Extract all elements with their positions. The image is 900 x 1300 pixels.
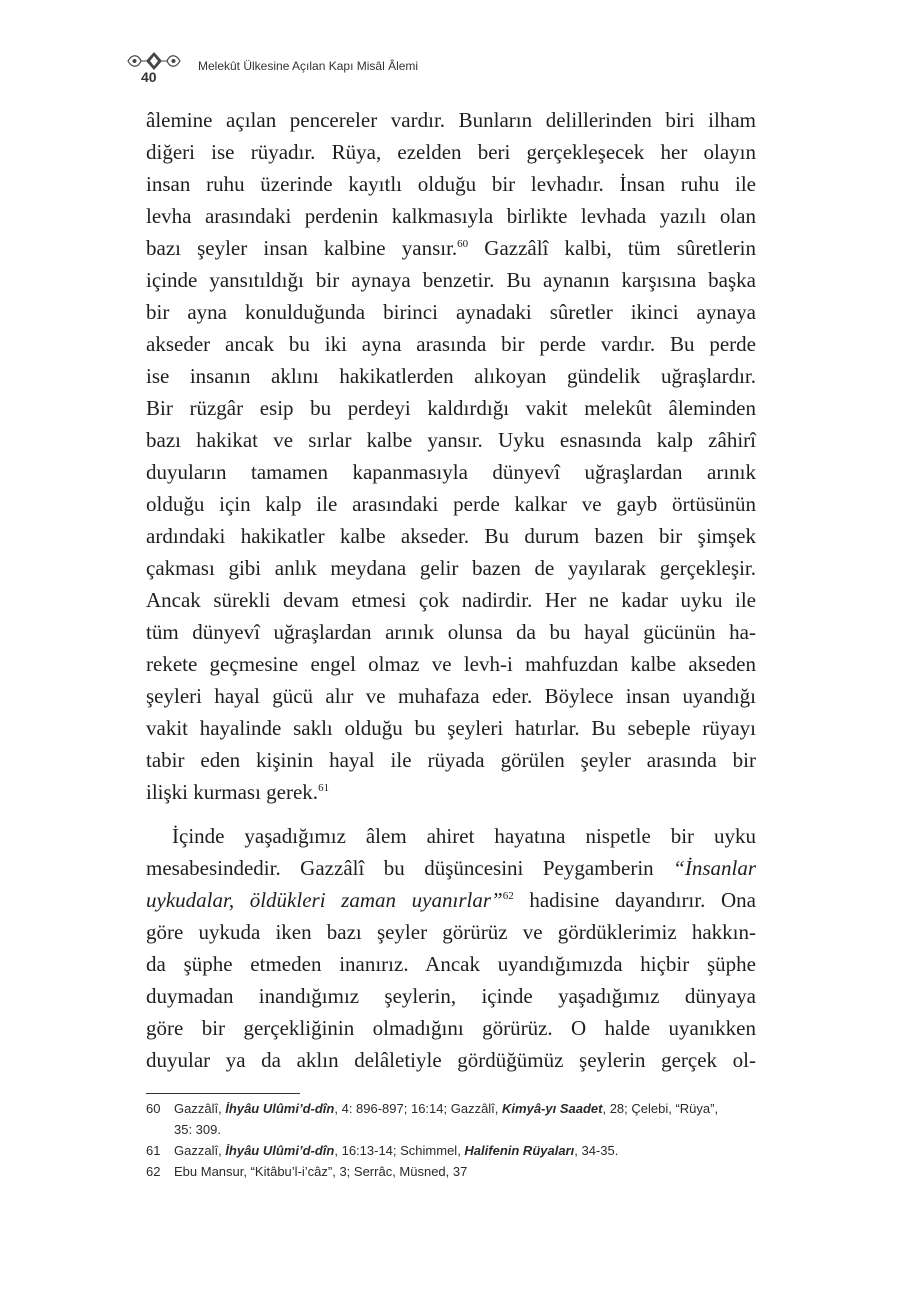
text-line: duyular ya da aklın delâletiyle gördüğümüz şeylerin gerçek ol-	[146, 1048, 756, 1072]
footnote-60	[146, 1098, 756, 1140]
text-segment: Gazzalî,	[174, 1143, 226, 1158]
text-line: duyuların tamamen kapanmasıyla dünyevî uğraşlardan arınık	[146, 460, 756, 484]
footnote-text: Ebu Mansur, “Kitâbu’l-i’câz”, 3; Serrâc, Müsned, 37	[174, 1164, 468, 1179]
footnote-number: 60	[146, 1101, 161, 1116]
text-line: çakması gibi anlık meydana gelir bazen de yayılarak gerçekleşir.	[146, 556, 756, 580]
text-line	[146, 232, 756, 264]
text-line	[146, 852, 756, 884]
text-line: akseder ancak bu iki ayna arasında bir perde vardır. Bu perde	[146, 332, 756, 356]
text-line: âlemine açılan pencereler vardır. Bunların delillerinden biri ilham	[146, 108, 756, 132]
paragraph	[146, 104, 756, 808]
text-line: insan ruhu üzerinde kayıtlı olduğu bir levhadır. İnsan ruhu ile	[146, 172, 756, 196]
text-line: İçinde yaşadığımız âlem ahiret hayatına nispetle bir uyku	[172, 824, 756, 848]
text-line: göre uykuda iken bazı şeyler görürüz ve gördüklerimiz hakkın-	[146, 920, 756, 944]
work-title: İhyâu Ulûmi’d-dîn	[225, 1101, 335, 1116]
work-title: Kimyâ-yı Saadet	[502, 1101, 603, 1116]
body-text	[146, 104, 756, 1076]
text-segment: , 34-35.	[574, 1143, 619, 1158]
text-line: Ancak sürekli devam etmesi çok nadirdir. Her ne kadar uyku ile	[146, 588, 756, 612]
text-segment: , 28; Çelebi, “Rüya”,	[602, 1101, 719, 1116]
work-title: İhyâu Ulûmi’d-dîn	[225, 1143, 335, 1158]
page-number: 40	[141, 69, 157, 85]
text-line: Bir rüzgâr esip bu perdeyi kaldırdığı vakit melekût âleminden	[146, 396, 756, 420]
text-line: rekete geçmesine engel olmaz ve levh-i mahfuzdan kalbe akseden	[146, 652, 756, 676]
text-line	[146, 884, 756, 916]
text-segment: hadisine dayandırır. Ona	[513, 888, 756, 912]
footnote-ref-60[interactable]: 60	[457, 238, 469, 250]
text-line: olduğu için kalp ile arasındaki perde kalkar ve gayb örtüsünün	[146, 492, 756, 516]
text-line: duymadan inandığımız şeylerin, içinde yaşadığımız dünyaya	[146, 984, 756, 1008]
text-line: göre bir gerçekliğinin olmadığını görürüz. O halde uyanıkken	[146, 1016, 756, 1040]
text-line: tabir eden kişinin hayal ile rüyada görülen şeyler arasında bir	[146, 748, 756, 772]
footnote-text	[174, 1098, 756, 1140]
footnote-ref-62[interactable]: 62	[502, 890, 514, 902]
text-line	[146, 776, 756, 808]
text-segment: mesabesindedir. Gazzâlî bu düşüncesini Peygamberin	[146, 856, 674, 880]
work-title: Halifenin Rüyaları	[464, 1143, 575, 1158]
text-line: içinde yansıtıldığı bir aynaya benzetir. Bu aynanın karşısına başka	[146, 268, 756, 292]
footnotes	[146, 1098, 756, 1182]
text-line: da şüphe etmeden inanırız. Ancak uyandığımızda hiçbir şüphe	[146, 952, 756, 976]
text-segment: , 16:13-14; Schimmel,	[334, 1143, 465, 1158]
hadith-quote: “İnsanlar	[673, 856, 756, 880]
text-line: tüm dünyevî uğraşlardan arınık olunsa da bu hayal gücünün ha-	[146, 620, 756, 644]
footnote-number: 62	[146, 1164, 161, 1179]
running-header	[124, 50, 764, 90]
paragraph-gap	[146, 808, 756, 820]
footnote-ref-61[interactable]: 61	[318, 782, 330, 794]
hadith-quote: uykudalar, öldükleri zaman uyanırlar”	[146, 888, 503, 912]
text-segment: , 4: 896-897; 16:14; Gazzâlî,	[334, 1101, 503, 1116]
text-line: ise insanın aklını hakikatlerden alıkoyan gündelik uğraşlardır.	[146, 364, 756, 388]
text-segment: 35: 309.	[174, 1122, 221, 1137]
footnote-61	[146, 1140, 756, 1161]
text-line: levha arasındaki perdenin kalkmasıyla birlikte levhada yazılı olan	[146, 204, 756, 228]
text-line: ardındaki hakikatler kalbe akseder. Bu durum bazen bir şimşek	[146, 524, 756, 548]
text-segment: Gazzâlî,	[174, 1101, 226, 1116]
text-line: bazı hakikat ve sırlar kalbe yansır. Uyku esnasında kalp zâhirî	[146, 428, 756, 452]
text-line: bir ayna konulduğunda birinci aynadaki sûretler ikinci aynaya	[146, 300, 756, 324]
text-segment: bazı şeyler insan kalbine yansır.	[146, 236, 458, 260]
paragraph	[146, 820, 756, 1076]
text-line: diğeri ise rüyadır. Rüya, ezelden beri gerçekleşecek her olayın	[146, 140, 756, 164]
footnote-number: 61	[146, 1143, 161, 1158]
footnote-divider	[146, 1093, 300, 1094]
text-line: vakit hayalinde saklı olduğu bu şeyleri hatırlar. Bu sebeple rüyayı	[146, 716, 756, 740]
footnote-62	[146, 1161, 756, 1182]
text-segment: ilişki kurması gerek.	[146, 780, 319, 804]
text-line: şeyleri hayal gücü alır ve muhafaza eder. Böylece insan uyandığı	[146, 684, 756, 708]
footnote-text	[174, 1140, 756, 1161]
running-title: Melekût Ülkesine Açılan Kapı Misâl Âlemi	[198, 59, 419, 73]
text-segment: Gazzâlî kalbi, tüm sûretlerin	[468, 236, 756, 260]
